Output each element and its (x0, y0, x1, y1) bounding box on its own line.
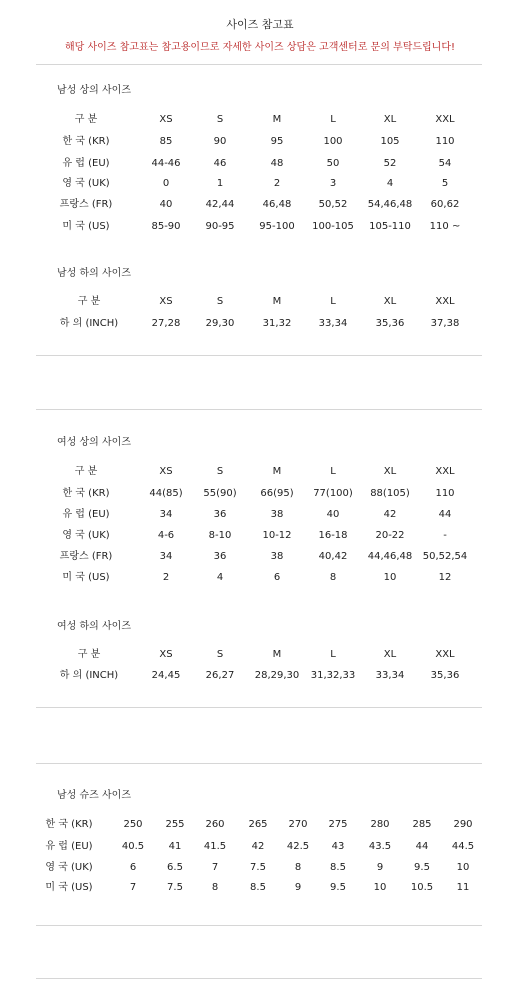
table-cell: 38 (270, 551, 284, 562)
table-row (0, 838, 520, 856)
table-cell: 77(100) (313, 488, 353, 499)
table-cell: 52 (383, 158, 397, 169)
table-cell: 44 (438, 509, 452, 520)
page-title: 사이즈 참고표 (226, 18, 294, 31)
table-cell: 50,52,54 (422, 551, 468, 562)
table-cell: 250 (123, 819, 143, 830)
table-cell: XL (383, 114, 397, 125)
section-title: 남성 상의 사이즈 (57, 85, 131, 96)
table-cell: S (216, 296, 224, 307)
row-label: 프랑스 (FR) (59, 551, 113, 562)
table-cell: 66(95) (260, 488, 294, 499)
table-cell: L (330, 649, 336, 660)
table-row (0, 463, 520, 481)
table-cell: 46,48 (262, 199, 292, 210)
table-cell: XXL (435, 466, 455, 477)
row-label: 영 국 (UK) (62, 178, 110, 189)
table-cell: 6 (273, 572, 281, 583)
table-cell: 31,32,33 (310, 670, 356, 681)
table-cell: 95-100 (259, 221, 295, 232)
table-cell: 8.5 (250, 882, 266, 893)
table-cell: 60,62 (430, 199, 460, 210)
row-label: 영 국 (UK) (45, 862, 93, 873)
section-divider (36, 925, 482, 926)
table-cell: 44-46 (151, 158, 181, 169)
table-cell: 9.5 (414, 862, 430, 873)
table-row (0, 196, 520, 214)
table-cell: XS (159, 649, 173, 660)
table-cell: 7 (211, 862, 219, 873)
table-cell: 10-12 (262, 530, 292, 541)
table-cell: 36 (213, 509, 227, 520)
table-row (0, 315, 520, 333)
table-row (0, 667, 520, 685)
table-cell: 42 (383, 509, 397, 520)
table-cell: 95 (270, 136, 284, 147)
table-cell: M (272, 114, 282, 125)
table-cell: 40 (159, 199, 173, 210)
row-label: 구 분 (77, 649, 101, 660)
row-label: 프랑스 (FR) (59, 199, 113, 210)
section-divider (36, 355, 482, 356)
table-cell: 285 (412, 819, 432, 830)
table-cell: 85-90 (151, 221, 181, 232)
table-cell: 9 (376, 862, 384, 873)
table-cell: 27,28 (151, 318, 181, 329)
table-row (0, 646, 520, 664)
row-label: 구 분 (74, 114, 98, 125)
table-cell: 42.5 (286, 841, 310, 852)
table-row (0, 879, 520, 897)
table-cell: 28,29,30 (254, 670, 300, 681)
table-cell: XS (159, 296, 173, 307)
table-cell: 110 (435, 136, 455, 147)
table-row (0, 485, 520, 503)
table-cell: 255 (165, 819, 185, 830)
table-cell: M (272, 649, 282, 660)
table-cell: 46 (213, 158, 227, 169)
table-cell: 10 (383, 572, 397, 583)
page-notice: 해당 사이즈 참고표는 참고용이므로 자세한 사이즈 상담은 고객센터로 문의 부탁드립니다! (64, 42, 456, 53)
table-cell: 4-6 (157, 530, 175, 541)
table-cell: 54,46,48 (367, 199, 413, 210)
row-label: 구 분 (77, 296, 101, 307)
table-cell: 36 (213, 551, 227, 562)
table-cell: 34 (159, 551, 173, 562)
table-row (0, 111, 520, 129)
table-cell: XS (159, 114, 173, 125)
table-row (0, 155, 520, 173)
table-cell: 29,30 (205, 318, 235, 329)
row-label: 한 국 (KR) (45, 819, 93, 830)
table-cell: 10.5 (410, 882, 434, 893)
table-cell: 85 (159, 136, 173, 147)
table-cell: 8.5 (330, 862, 346, 873)
table-cell: 2 (162, 572, 170, 583)
table-cell: M (272, 466, 282, 477)
table-cell: 10 (373, 882, 387, 893)
table-cell: 38 (270, 509, 284, 520)
section-title: 여성 하의 사이즈 (57, 621, 131, 632)
table-cell: 7.5 (167, 882, 183, 893)
table-cell: 37,38 (430, 318, 460, 329)
table-cell: 40.5 (121, 841, 145, 852)
table-cell: 105-110 (369, 221, 411, 232)
table-cell: 8 (294, 862, 302, 873)
table-row (0, 506, 520, 524)
table-cell: 35,36 (430, 670, 460, 681)
table-cell: 280 (370, 819, 390, 830)
table-cell: XXL (435, 649, 455, 660)
table-row (0, 293, 520, 311)
table-cell: 9 (294, 882, 302, 893)
table-cell: 35,36 (375, 318, 405, 329)
row-label: 미 국 (US) (62, 221, 110, 232)
table-cell: 33,34 (318, 318, 348, 329)
table-cell: 48 (270, 158, 284, 169)
table-cell: 34 (159, 509, 173, 520)
table-cell: 4 (216, 572, 224, 583)
table-cell: 16-18 (318, 530, 348, 541)
table-row (0, 548, 520, 566)
table-cell: 31,32 (262, 318, 292, 329)
table-cell: 6 (129, 862, 137, 873)
table-cell: XL (383, 296, 397, 307)
row-label: 유 럽 (EU) (62, 509, 110, 520)
table-cell: 55(90) (203, 488, 237, 499)
table-cell: 275 (328, 819, 348, 830)
section-divider (36, 978, 482, 979)
table-cell: 10 (456, 862, 470, 873)
table-cell: 260 (205, 819, 225, 830)
table-cell: S (216, 466, 224, 477)
table-cell: 44.5 (451, 841, 475, 852)
section-title: 남성 슈즈 사이즈 (57, 790, 131, 801)
table-cell: 26,27 (205, 670, 235, 681)
table-row (0, 569, 520, 587)
row-label: 하 의 (INCH) (59, 318, 119, 329)
table-cell: 100-105 (312, 221, 354, 232)
table-row (0, 133, 520, 151)
table-cell: 7 (129, 882, 137, 893)
row-label: 구 분 (74, 466, 98, 477)
table-cell: 105 (380, 136, 400, 147)
section-title: 남성 하의 사이즈 (57, 268, 131, 279)
row-label: 하 의 (INCH) (59, 670, 119, 681)
table-row (0, 175, 520, 193)
table-cell: 265 (248, 819, 268, 830)
table-cell: 8 (329, 572, 337, 583)
table-cell: 110 (435, 488, 455, 499)
table-cell: - (443, 530, 447, 541)
table-cell: 270 (288, 819, 308, 830)
table-cell: 110 ~ (429, 221, 461, 232)
section-divider (36, 707, 482, 708)
table-cell: 40 (326, 509, 340, 520)
table-cell: S (216, 649, 224, 660)
table-cell: 43.5 (368, 841, 392, 852)
table-cell: 8 (211, 882, 219, 893)
section-divider (36, 763, 482, 764)
table-cell: 42,44 (205, 199, 235, 210)
table-cell: 20-22 (375, 530, 405, 541)
table-cell: 44 (415, 841, 429, 852)
section-divider (36, 409, 482, 410)
table-cell: 5 (441, 178, 449, 189)
table-cell: 4 (386, 178, 394, 189)
table-cell: 90 (213, 136, 227, 147)
table-cell: 6.5 (167, 862, 183, 873)
table-cell: 290 (453, 819, 473, 830)
table-cell: 50 (326, 158, 340, 169)
table-cell: 11 (456, 882, 470, 893)
table-cell: 9.5 (330, 882, 346, 893)
table-cell: 24,45 (151, 670, 181, 681)
table-cell: 44(85) (149, 488, 183, 499)
table-cell: 7.5 (250, 862, 266, 873)
table-cell: 50,52 (318, 199, 348, 210)
table-cell: 3 (329, 178, 337, 189)
table-cell: 90-95 (205, 221, 235, 232)
table-row (0, 527, 520, 545)
table-cell: 43 (331, 841, 345, 852)
table-cell: 88(105) (370, 488, 410, 499)
table-cell: 1 (216, 178, 224, 189)
table-cell: 44,46,48 (367, 551, 413, 562)
table-cell: L (330, 114, 336, 125)
row-label: 한 국 (KR) (62, 136, 110, 147)
row-label: 한 국 (KR) (62, 488, 110, 499)
row-label: 영 국 (UK) (62, 530, 110, 541)
table-cell: 0 (162, 178, 170, 189)
row-label: 미 국 (US) (45, 882, 93, 893)
table-cell: 2 (273, 178, 281, 189)
row-label: 유 럽 (EU) (62, 158, 110, 169)
table-cell: 41.5 (203, 841, 227, 852)
table-row (0, 218, 520, 236)
row-label: 미 국 (US) (62, 572, 110, 583)
table-cell: XXL (435, 114, 455, 125)
table-cell: 100 (323, 136, 343, 147)
table-row (0, 859, 520, 877)
table-cell: L (330, 296, 336, 307)
table-cell: 33,34 (375, 670, 405, 681)
table-cell: 42 (251, 841, 265, 852)
table-cell: M (272, 296, 282, 307)
table-cell: 54 (438, 158, 452, 169)
table-cell: XXL (435, 296, 455, 307)
table-cell: S (216, 114, 224, 125)
table-row (0, 816, 520, 834)
row-label: 유 럽 (EU) (45, 841, 93, 852)
table-cell: XL (383, 466, 397, 477)
table-cell: XS (159, 466, 173, 477)
table-cell: 12 (438, 572, 452, 583)
table-cell: L (330, 466, 336, 477)
table-cell: 40,42 (318, 551, 348, 562)
table-cell: XL (383, 649, 397, 660)
table-cell: 41 (168, 841, 182, 852)
header-divider (36, 64, 482, 65)
table-cell: 8-10 (208, 530, 232, 541)
section-title: 여성 상의 사이즈 (57, 437, 131, 448)
